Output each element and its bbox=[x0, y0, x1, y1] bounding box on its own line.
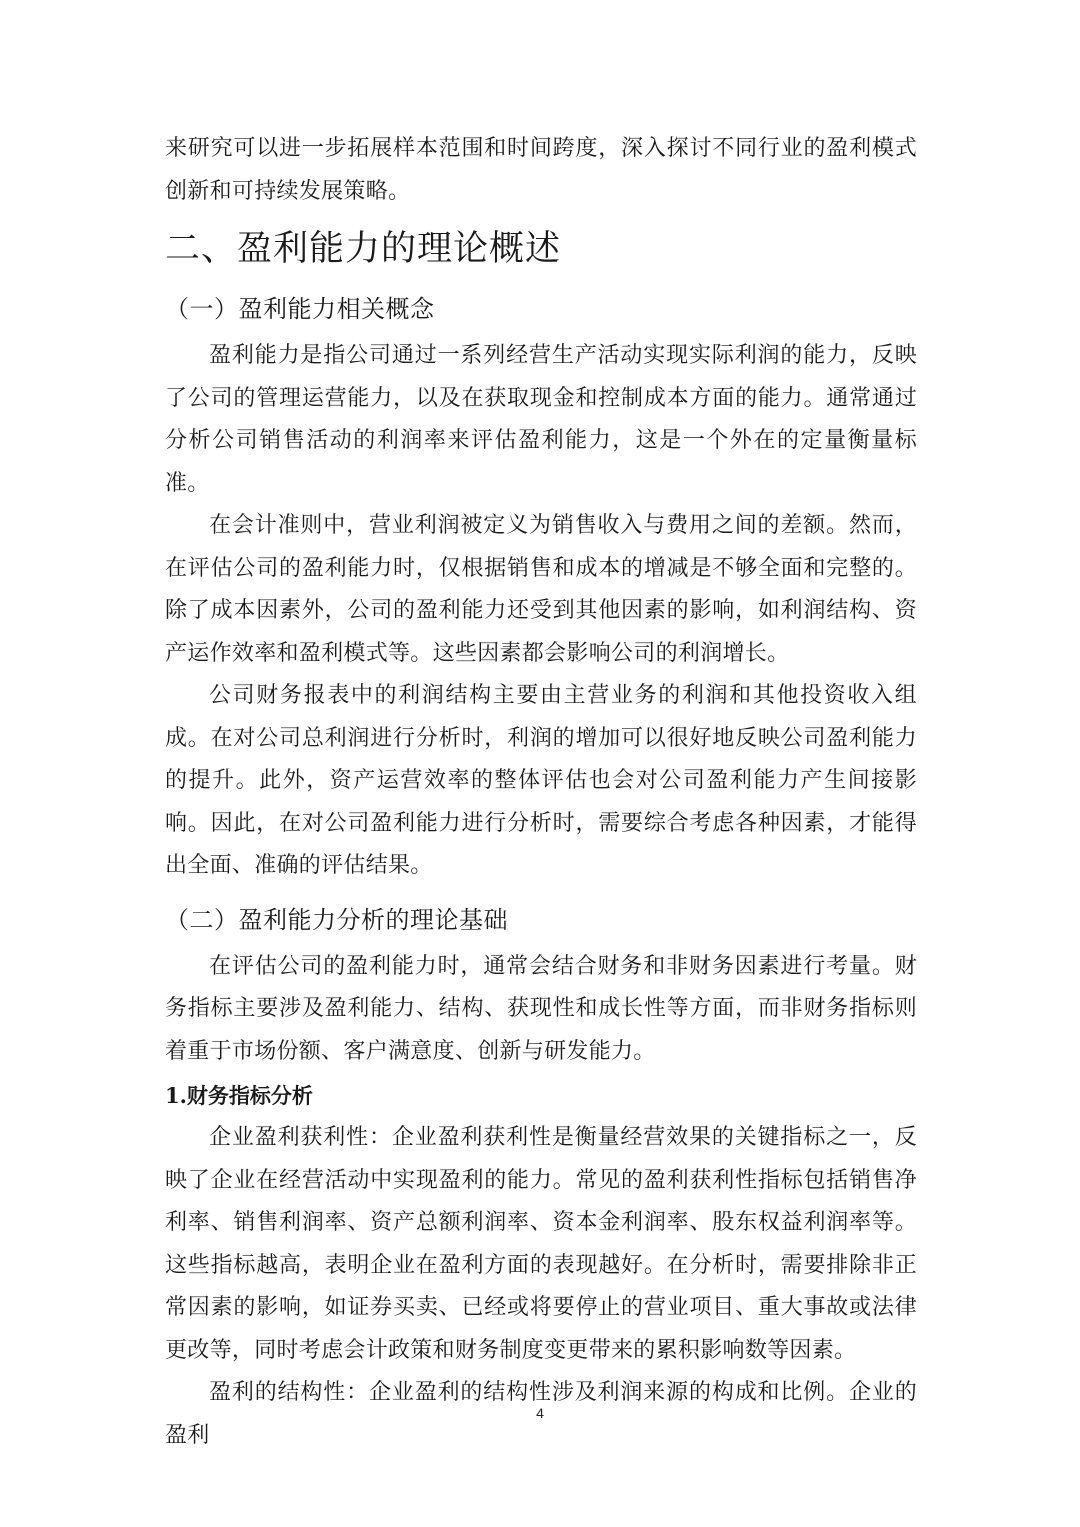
chapter-title: 二、盈利能力的理论概述 bbox=[165, 229, 562, 269]
continued-paragraph: 来研究可以进一步拓展样本范围和时间跨度，深入探讨不同行业的盈利模式创新和可持续发展策略。 bbox=[165, 136, 917, 204]
page-content bbox=[165, 128, 917, 1457]
body-paragraph: 企业盈利获利性：企业盈利获利性是衡量经营效果的关键指标之一，反映了企业在经营活动中实现盈利的能力。常见的盈利获利性指标包括销售净利率、销售利润率、资产总额利润率、资本金利润率、股东权益利润率等。这些指标越高，表明企业在盈利方面的表现越好。在分析时，需要排除非正常因素的影响，如证券买卖、已经或将要停止的营业项目、重大事故或法律更改等，同时考虑会计政策和财务制度变更带来的累积影响数等因素。 bbox=[165, 1125, 917, 1363]
subsection-title-financial-indicators: 1.财务指标分析 bbox=[165, 1083, 313, 1108]
body-paragraph: 在评估公司的盈利能力时，通常会结合财务和非财务因素进行考量。财务指标主要涉及盈利能力、结构、获现性和成长性等方面，而非财务指标则着重于市场份额、客户满意度、创新与研发能力。 bbox=[165, 953, 917, 1064]
section-title-theory: （二）盈利能力分析的理论基础 bbox=[165, 905, 508, 934]
body-paragraph: 公司财务报表中的利润结构主要由主营业务的利润和其他投资收入组成。在对公司总利润进行分析时，利润的增加可以很好地反映公司盈利能力的提升。此外，资产运营效率的整体评估也会对公司盈利能力产生间接影响。因此，在对公司盈利能力进行分析时，需要综合考虑各种因素，才能得出全面、准确的评估结果。 bbox=[165, 683, 917, 878]
body-paragraph: 在会计准则中，营业利润被定义为销售收入与费用之间的差额。然而，在评估公司的盈利能力时，仅根据销售和成本的增减是不够全面和完整的。除了成本因素外，公司的盈利能力还受到其他因素的影响，如利润结构、资产运作效率和盈利模式等。这些因素都会影响公司的利润增长。 bbox=[165, 513, 917, 666]
body-paragraph: 盈利能力是指公司通过一系列经营生产活动实现实际利润的能力，反映了公司的管理运营能力，以及在获取现金和控制成本方面的能力。通常通过分析公司销售活动的利润率来评估盈利能力，这是一个外在的定量衡量标准。 bbox=[165, 343, 917, 496]
page-number: 4 bbox=[536, 1405, 544, 1421]
section-title-concepts: （一）盈利能力相关概念 bbox=[165, 295, 435, 323]
body-paragraph: 盈利的结构性：企业盈利的结构性涉及利润来源的构成和比例。企业的盈利 bbox=[165, 1380, 917, 1448]
